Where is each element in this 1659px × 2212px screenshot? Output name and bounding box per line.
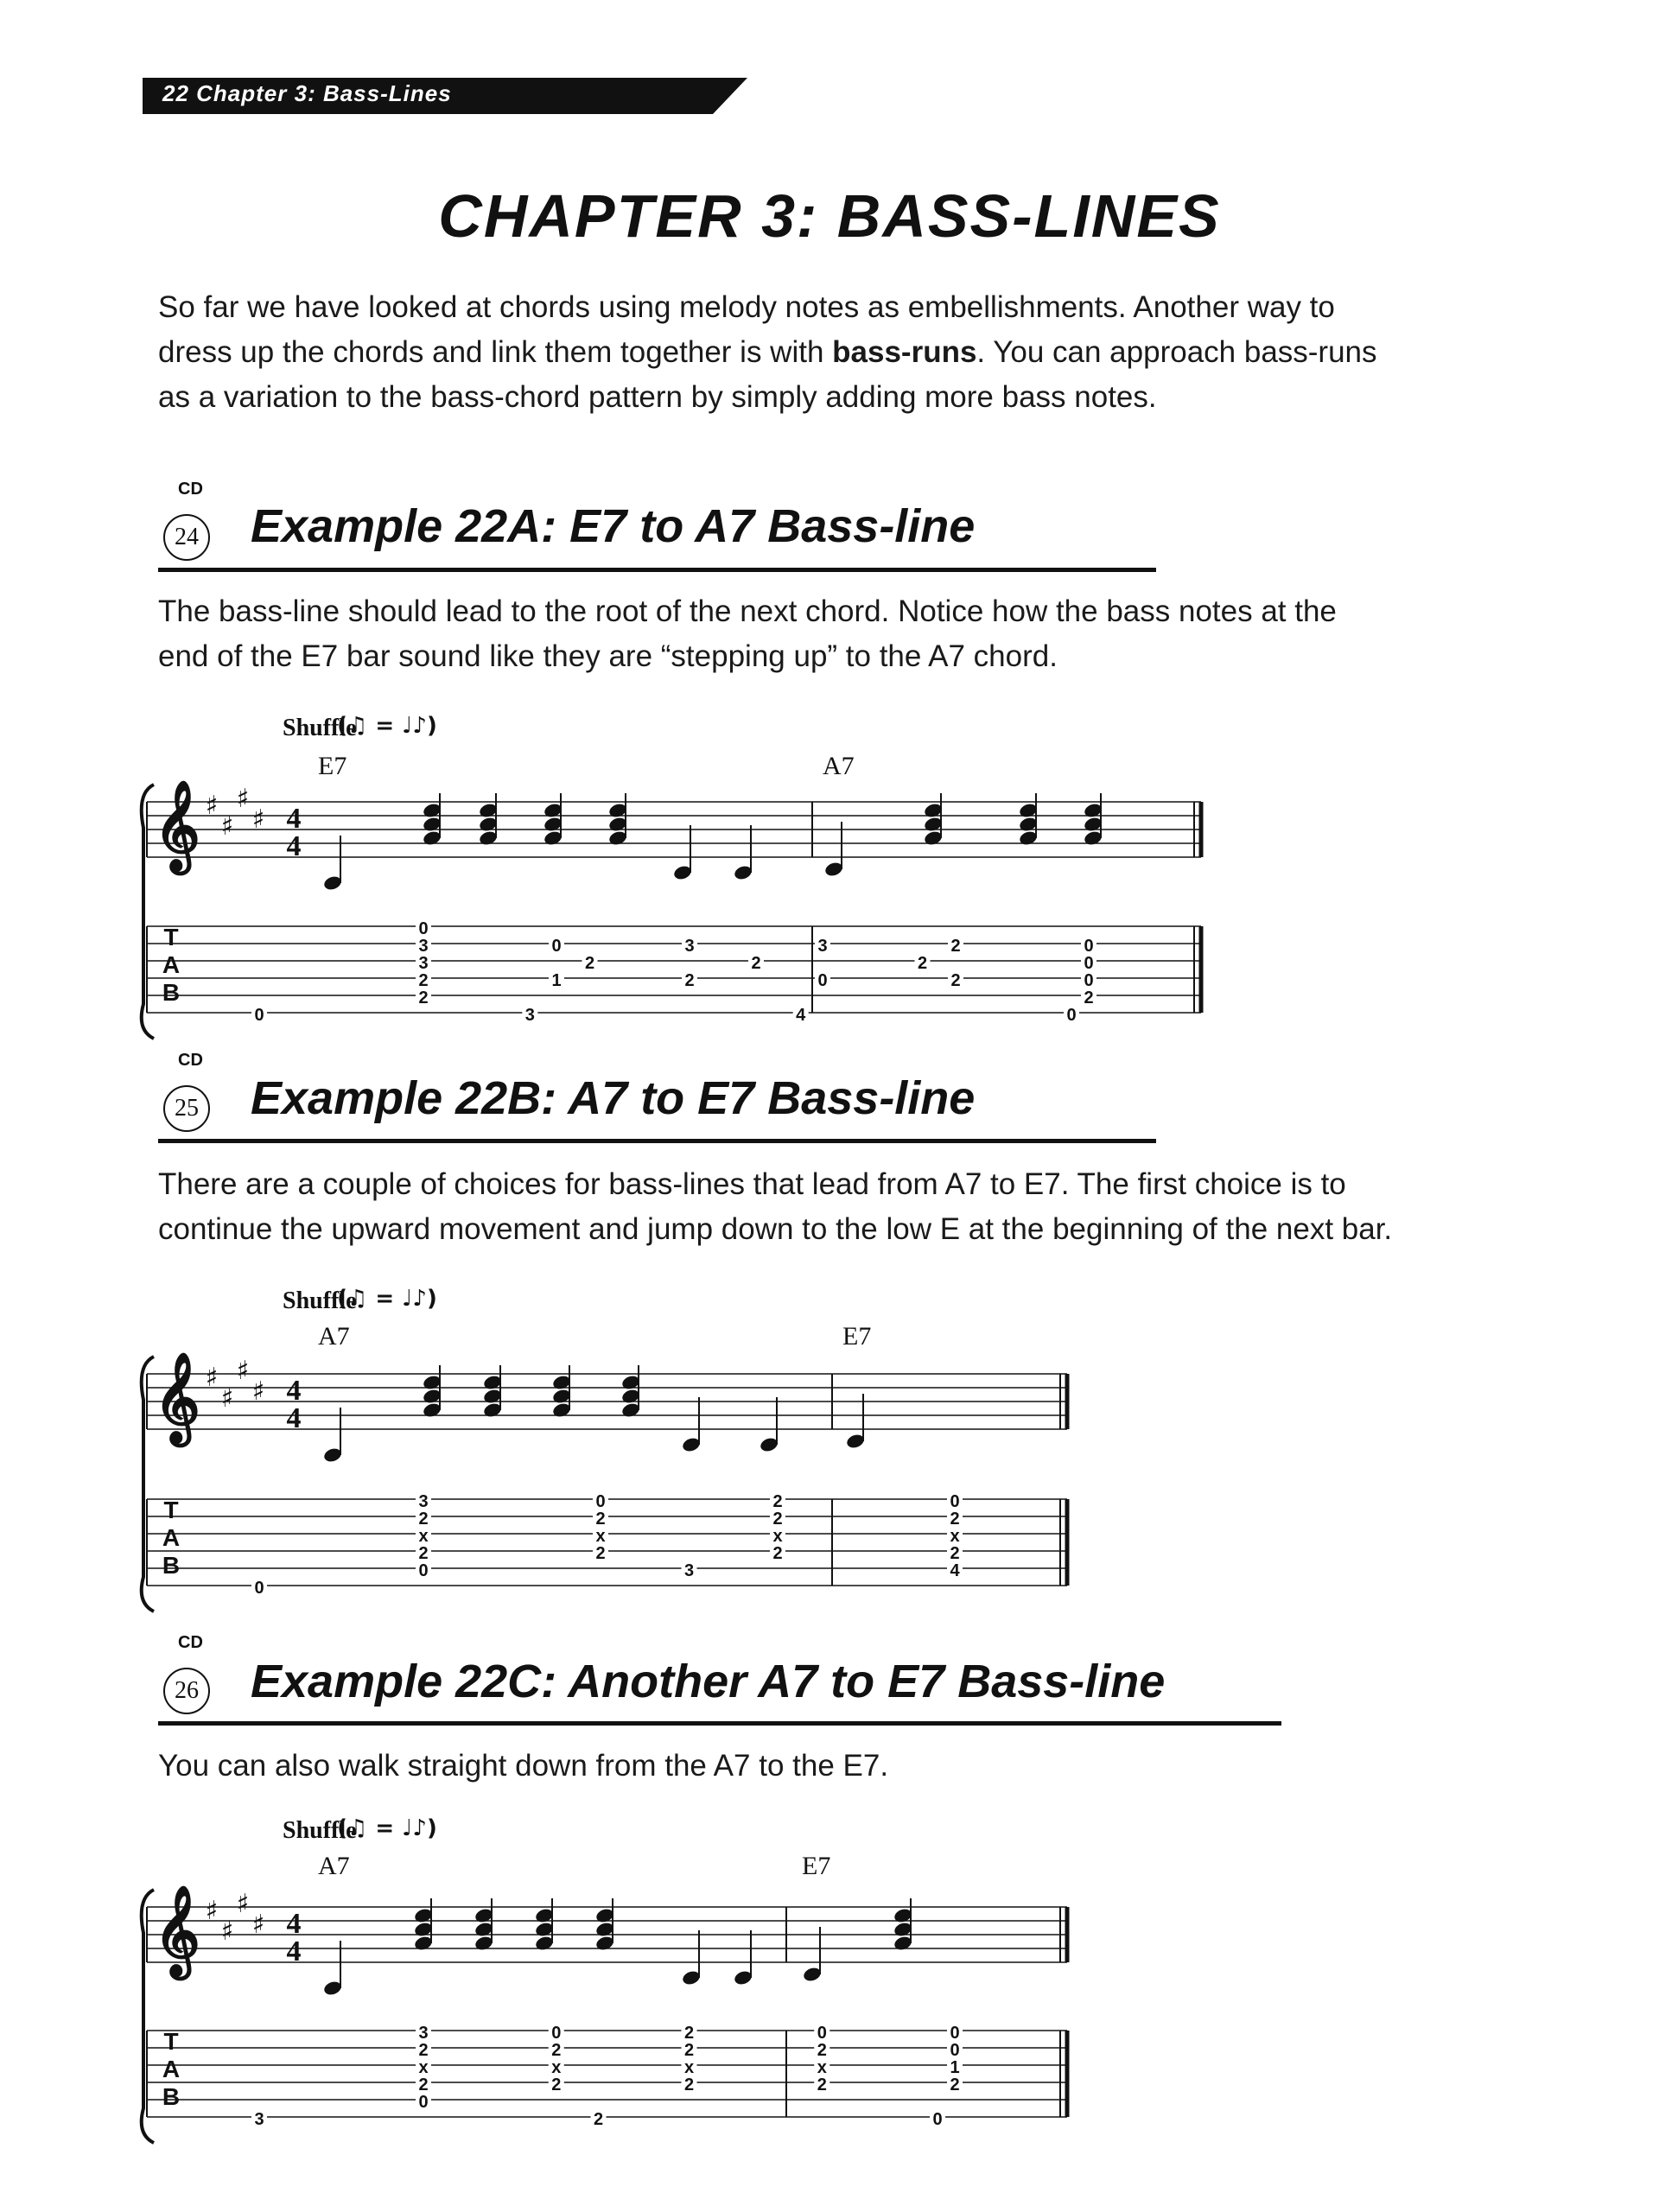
tab-fret-number: x: [418, 1527, 429, 1546]
running-header: 22 Chapter 3: Bass-Lines: [162, 80, 452, 106]
tab-fret-number: 2: [772, 1510, 783, 1529]
time-signature-bottom: 4: [286, 830, 302, 862]
sharp-icon: ♯: [205, 1363, 219, 1393]
tab-fret-number: 2: [584, 954, 595, 973]
tab-fret-number: 4: [796, 1006, 806, 1025]
chord-symbol: A7: [318, 1852, 350, 1880]
tab-fret-number: 0: [1084, 937, 1094, 956]
sharp-icon: ♯: [220, 811, 234, 842]
example-text-line-2: end of the E7 bar sound like they are “stepping up” to the A7 chord.: [158, 639, 1058, 673]
tab-fret-number: 2: [817, 2041, 827, 2060]
tab-fret-number: 2: [418, 1510, 429, 1529]
chord-symbol: E7: [842, 1322, 872, 1351]
tab-fret-number: 3: [684, 937, 695, 956]
tab-fret-number: 0: [551, 937, 562, 956]
tab-fret-number: 2: [684, 971, 695, 990]
tab-letter-b: B: [162, 979, 181, 1006]
tab-fret-number: 0: [817, 971, 828, 990]
tab-fret-number: 2: [418, 1544, 429, 1563]
tab-fret-number: 2: [595, 1544, 606, 1563]
intro-line-1: So far we have looked at chords using melody notes as embellishments. Another way to: [158, 290, 1335, 324]
example-text-line-1: The bass-line should lead to the root of the next chord. Notice how the bass notes at the: [158, 594, 1337, 628]
time-signature-bottom: 4: [286, 1936, 302, 1967]
chord-symbol: E7: [802, 1852, 831, 1880]
time-signature-top: 4: [286, 803, 302, 835]
tab-fret-number: 0: [418, 1561, 429, 1580]
tab-fret-number: 2: [683, 2075, 695, 2094]
chord-symbol: A7: [318, 1322, 350, 1351]
cd-label: CD: [178, 480, 203, 499]
tab-letter-b: B: [162, 2083, 181, 2110]
tab-fret-number: 2: [772, 1492, 783, 1511]
sharp-icon: ♯: [220, 1916, 234, 1947]
chord-symbol: A7: [823, 752, 855, 780]
tab-fret-number: 1: [551, 971, 562, 990]
treble-clef-icon: 𝄞: [154, 780, 200, 871]
tab-letter-a: A: [162, 1524, 181, 1551]
tab-fret-number: 2: [683, 2041, 695, 2060]
tab-fret-number: x: [595, 1527, 606, 1546]
tab-fret-number: 2: [817, 2075, 827, 2094]
tab-fret-number: 3: [524, 1006, 535, 1025]
sharp-icon: ♯: [220, 1383, 234, 1414]
tab-letter-a: A: [162, 2056, 181, 2082]
shuffle-label: Shuffle: [283, 715, 357, 741]
tab-fret-number: 2: [950, 1544, 960, 1563]
tab-fret-number: 2: [683, 2024, 695, 2043]
tab-fret-number: 2: [950, 1510, 960, 1529]
tab-fret-number: 3: [418, 1492, 429, 1511]
tab-fret-number: x: [950, 1527, 960, 1546]
tab-fret-number: 2: [950, 971, 961, 990]
tab-fret-number: 0: [254, 1579, 264, 1598]
tab-letter-a: A: [162, 951, 181, 978]
sharp-icon: ♯: [251, 804, 265, 835]
sharp-icon: ♯: [236, 784, 250, 814]
example-title: Example 22C: Another A7 to E7 Bass-line: [251, 1656, 1166, 1707]
tab-fret-number: 2: [418, 2075, 429, 2094]
sharp-icon: ♯: [251, 1910, 265, 1940]
tab-fret-number: 0: [950, 2024, 960, 2043]
tab-letter-t: T: [163, 2028, 179, 2055]
tab-fret-number: 2: [418, 971, 429, 990]
example-title: Example 22A: E7 to A7 Bass-line: [251, 500, 976, 552]
example-text-line-2: continue the upward movement and jump down to the low E at the beginning of the next bar.: [158, 1212, 1393, 1246]
sharp-icon: ♯: [251, 1376, 265, 1407]
time-signature-top: 4: [286, 1375, 302, 1407]
tab-fret-number: 0: [950, 2041, 960, 2060]
tab-fret-number: 2: [595, 1510, 606, 1529]
tab-fret-number: 0: [950, 1492, 960, 1511]
tab-fret-number: 2: [593, 2110, 604, 2129]
chord-symbol: E7: [318, 752, 347, 780]
tab-fret-number: 1: [950, 2058, 960, 2077]
tab-fret-number: 3: [254, 2110, 264, 2129]
tab-fret-number: 2: [1084, 988, 1094, 1007]
shuffle-rhythm-icon: (♫ = ♩♪): [337, 1815, 437, 1841]
tab-fret-number: 2: [950, 937, 961, 956]
cd-label: CD: [178, 1633, 203, 1652]
tab-fret-number: 3: [418, 2024, 429, 2043]
tab-fret-number: 3: [418, 937, 429, 956]
tab-fret-number: 2: [551, 2041, 562, 2060]
tab-fret-number: 2: [772, 1544, 783, 1563]
intro-line-3: as a variation to the bass-chord pattern by simply adding more bass notes.: [158, 380, 1157, 414]
sharp-icon: ♯: [236, 1889, 250, 1919]
tab-fret-number: 2: [418, 988, 429, 1007]
shuffle-rhythm-icon: (♫ = ♩♪): [337, 713, 437, 739]
cd-track-badge: 25: [163, 1085, 210, 1132]
shuffle-label: Shuffle: [283, 1817, 357, 1844]
tab-fret-number: 0: [418, 2093, 429, 2112]
tab-fret-number: x: [418, 2058, 429, 2077]
tab-fret-number: 3: [418, 954, 429, 973]
time-signature-top: 4: [286, 1908, 302, 1940]
shuffle-label: Shuffle: [283, 1287, 357, 1314]
tab-fret-number: 2: [917, 954, 928, 973]
cd-label: CD: [178, 1051, 203, 1070]
example-text-line-1: You can also walk straight down from the A7 to the E7.: [158, 1749, 889, 1783]
treble-clef-icon: 𝄞: [154, 1352, 200, 1443]
intro-line-2-end: . You can approach bass-runs: [976, 335, 1377, 369]
tab-fret-number: 3: [817, 937, 828, 956]
tab-fret-number: 2: [551, 2075, 562, 2094]
cd-track-badge: 26: [163, 1668, 210, 1714]
chapter-title: CHAPTER 3: BASS-LINES: [438, 182, 1221, 250]
tab-fret-number: 0: [254, 1006, 264, 1025]
sharp-icon: ♯: [236, 1356, 250, 1386]
tab-letter-t: T: [163, 924, 179, 950]
tab-letter-b: B: [162, 1552, 181, 1579]
tab-fret-number: 0: [418, 919, 429, 938]
tab-fret-number: x: [772, 1527, 783, 1546]
example-title: Example 22B: A7 to E7 Bass-line: [251, 1072, 976, 1124]
intro-bold-term: bass-runs: [832, 335, 977, 369]
cd-track-badge: 24: [163, 514, 210, 561]
example-text-line-1: There are a couple of choices for bass-lines that lead from A7 to E7. The first choice is to: [158, 1167, 1346, 1201]
tab-fret-number: 3: [683, 1561, 695, 1580]
treble-clef-icon: 𝄞: [154, 1885, 200, 1976]
tab-fret-number: x: [817, 2058, 827, 2077]
tab-fret-number: 0: [1084, 971, 1094, 990]
tab-fret-number: 0: [1066, 1006, 1077, 1025]
shuffle-rhythm-icon: (♫ = ♩♪): [337, 1286, 437, 1312]
tab-fret-number: 2: [751, 954, 761, 973]
tab-fret-number: 0: [551, 2024, 562, 2043]
intro-line-2-start: dress up the chords and link them together is with: [158, 335, 833, 369]
tab-fret-number: 0: [817, 2024, 827, 2043]
tab-fret-number: x: [683, 2058, 695, 2077]
tab-fret-number: 2: [950, 2075, 960, 2094]
time-signature-bottom: 4: [286, 1402, 302, 1434]
tab-fret-number: 2: [418, 2041, 429, 2060]
sharp-icon: ♯: [205, 791, 219, 821]
tab-letter-t: T: [163, 1497, 179, 1523]
tab-fret-number: 0: [1084, 954, 1094, 973]
sharp-icon: ♯: [205, 1896, 219, 1926]
tab-fret-number: 4: [950, 1561, 960, 1580]
tab-fret-number: x: [551, 2058, 562, 2077]
tab-fret-number: 0: [932, 2110, 943, 2129]
tab-fret-number: 0: [595, 1492, 606, 1511]
